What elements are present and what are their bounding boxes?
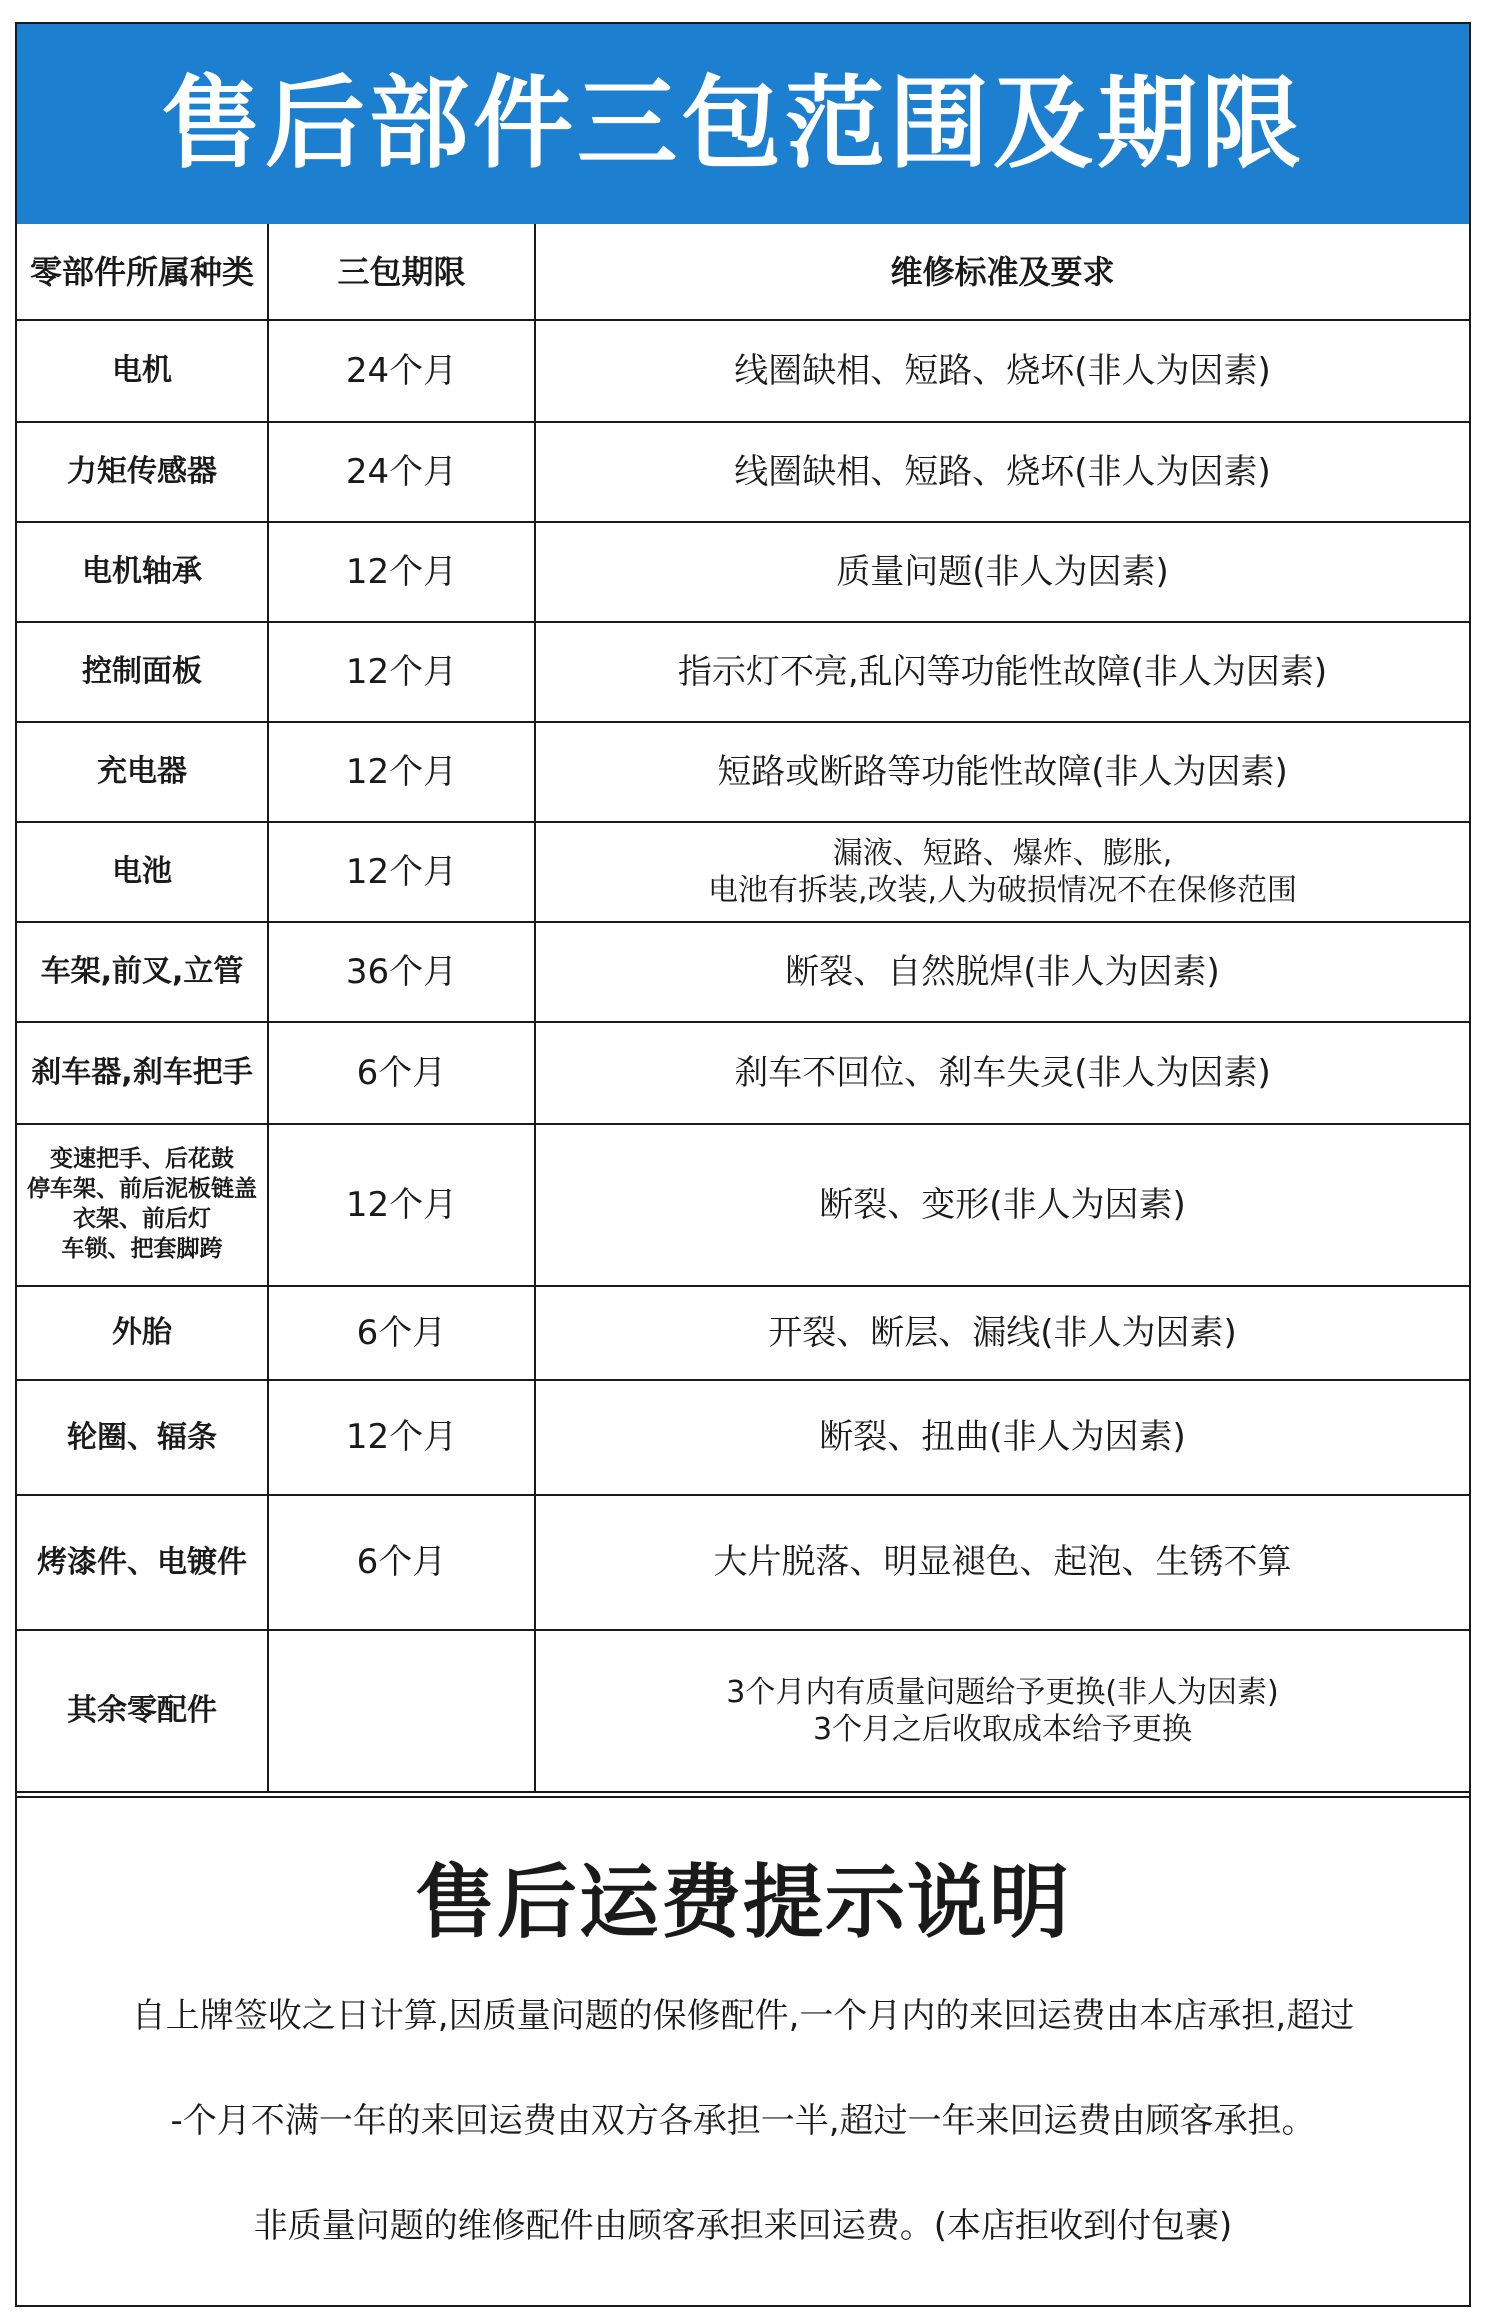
row-requirement [535, 922, 1469, 1022]
category-text: 电池 [112, 854, 172, 890]
row-requirement [535, 822, 1469, 922]
category-text: 控制面板 [82, 654, 202, 690]
category-text: 电机 [112, 353, 172, 389]
category-text: 变速把手、后花鼓 [50, 1146, 234, 1173]
category-text: 力矩传感器 [67, 454, 217, 490]
row-category [17, 1380, 268, 1495]
table-row [17, 522, 1469, 622]
row-period: 36个月 [268, 922, 535, 1022]
row-category [17, 1495, 268, 1630]
category-text: 充电器 [97, 754, 187, 790]
row-period: 12个月 [268, 1380, 535, 1495]
requirement-text: 断裂、变形(非人为因素) [819, 1184, 1186, 1225]
requirement-text: 断裂、扭曲(非人为因素) [819, 1417, 1186, 1458]
row-category [17, 422, 268, 522]
category-text: 刹车器,刹车把手 [31, 1055, 253, 1091]
row-category [17, 1286, 268, 1380]
table-row [17, 622, 1469, 722]
table-row [17, 1124, 1469, 1286]
category-text: 其余零配件 [67, 1693, 217, 1729]
row-period: 6个月 [268, 1022, 535, 1124]
title-banner [17, 24, 1469, 224]
table-header-row [17, 224, 1469, 320]
warranty-sheet [15, 22, 1471, 2307]
requirement-text: 开裂、断层、漏线(非人为因素) [768, 1312, 1237, 1353]
table-row [17, 422, 1469, 522]
table-row [17, 822, 1469, 922]
notice-line-1: 自上牌签收之日计算,因质量问题的保修配件,一个月内的来回运费由本店承担,超过 [131, 1996, 1355, 2036]
category-text: 车架,前叉,立管 [40, 954, 244, 990]
requirement-text: 质量问题(非人为因素) [836, 551, 1169, 592]
requirement-text: 断裂、自然脱焊(非人为因素) [785, 951, 1220, 992]
table-row [17, 722, 1469, 822]
requirement-text: 指示灯不亮,乱闪等功能性故障(非人为因素) [677, 651, 1328, 692]
table-row [17, 1286, 1469, 1380]
shipping-notice [17, 1796, 1469, 2307]
row-period: 12个月 [268, 622, 535, 722]
warranty-table [17, 224, 1469, 1793]
row-period: 6个月 [268, 1495, 535, 1630]
table-row [17, 1630, 1469, 1792]
requirement-text: 大片脱落、明显褪色、起泡、生锈不算 [713, 1542, 1292, 1583]
category-text: 车锁、把套脚跨 [61, 1235, 223, 1262]
row-period: 24个月 [268, 320, 535, 422]
row-requirement [535, 1380, 1469, 1495]
row-category [17, 722, 268, 822]
category-text: 衣架、前后灯 [73, 1206, 211, 1232]
row-requirement [535, 722, 1469, 822]
row-period [268, 1630, 535, 1792]
row-requirement [535, 1286, 1469, 1380]
table-row [17, 922, 1469, 1022]
row-category [17, 1124, 268, 1286]
notice-line-3: 非质量问题的维修配件由顾客承担来回运费。(本店拒收到付包裹) [253, 2206, 1233, 2246]
notice-title: 售后运费提示说明 [415, 1856, 1071, 1949]
row-period: 12个月 [268, 1124, 535, 1286]
row-category [17, 622, 268, 722]
row-requirement [535, 1022, 1469, 1124]
row-requirement [535, 522, 1469, 622]
row-period: 6个月 [268, 1286, 535, 1380]
table-row [17, 1022, 1469, 1124]
warranty-table-body [17, 224, 1469, 1792]
table-row [17, 1380, 1469, 1495]
requirement-text: 3个月内有质量问题给予更换(非人为因素) [726, 1674, 1279, 1710]
table-row [17, 1495, 1469, 1630]
row-category [17, 1630, 268, 1792]
notice-line-2: -个月不满一年的来回运费由双方各承担一半,超过一年来回运费由顾客承担。 [170, 2101, 1316, 2141]
row-period: 12个月 [268, 522, 535, 622]
category-text: 轮圈、辐条 [67, 1419, 217, 1455]
requirement-text: 刹车不回位、刹车失灵(非人为因素) [734, 1052, 1271, 1093]
category-text: 停车架、前后泥板链盖 [27, 1176, 257, 1203]
row-category [17, 822, 268, 922]
row-requirement [535, 320, 1469, 422]
row-category [17, 1022, 268, 1124]
requirement-text: 漏液、短路、爆炸、膨胀, [832, 835, 1173, 871]
row-requirement [535, 1630, 1469, 1792]
row-category [17, 522, 268, 622]
requirement-text: 电池有拆装,改装,人为破损情况不在保修范围 [707, 873, 1298, 908]
row-period: 12个月 [268, 822, 535, 922]
row-requirement [535, 1495, 1469, 1630]
row-requirement [535, 622, 1469, 722]
category-text: 烤漆件、电镀件 [37, 1544, 247, 1580]
row-period: 12个月 [268, 722, 535, 822]
row-requirement [535, 1124, 1469, 1286]
requirement-text: 线圈缺相、短路、烧坏(非人为因素) [734, 350, 1271, 391]
requirement-text: 线圈缺相、短路、烧坏(非人为因素) [734, 451, 1271, 492]
row-period: 24个月 [268, 422, 535, 522]
category-text: 电机轴承 [82, 554, 202, 590]
category-text: 外胎 [112, 1315, 172, 1351]
header-category: 零部件所属种类 [17, 224, 268, 320]
header-requirement: 维修标准及要求 [535, 224, 1469, 320]
table-row [17, 320, 1469, 422]
row-category [17, 320, 268, 422]
row-category [17, 922, 268, 1022]
header-period: 三包期限 [268, 224, 535, 320]
row-requirement [535, 422, 1469, 522]
page-title: 售后部件三包范围及期限 [161, 65, 1305, 182]
requirement-text: 3个月之后收取成本给予更换 [812, 1712, 1193, 1747]
requirement-text: 短路或断路等功能性故障(非人为因素) [717, 751, 1288, 792]
